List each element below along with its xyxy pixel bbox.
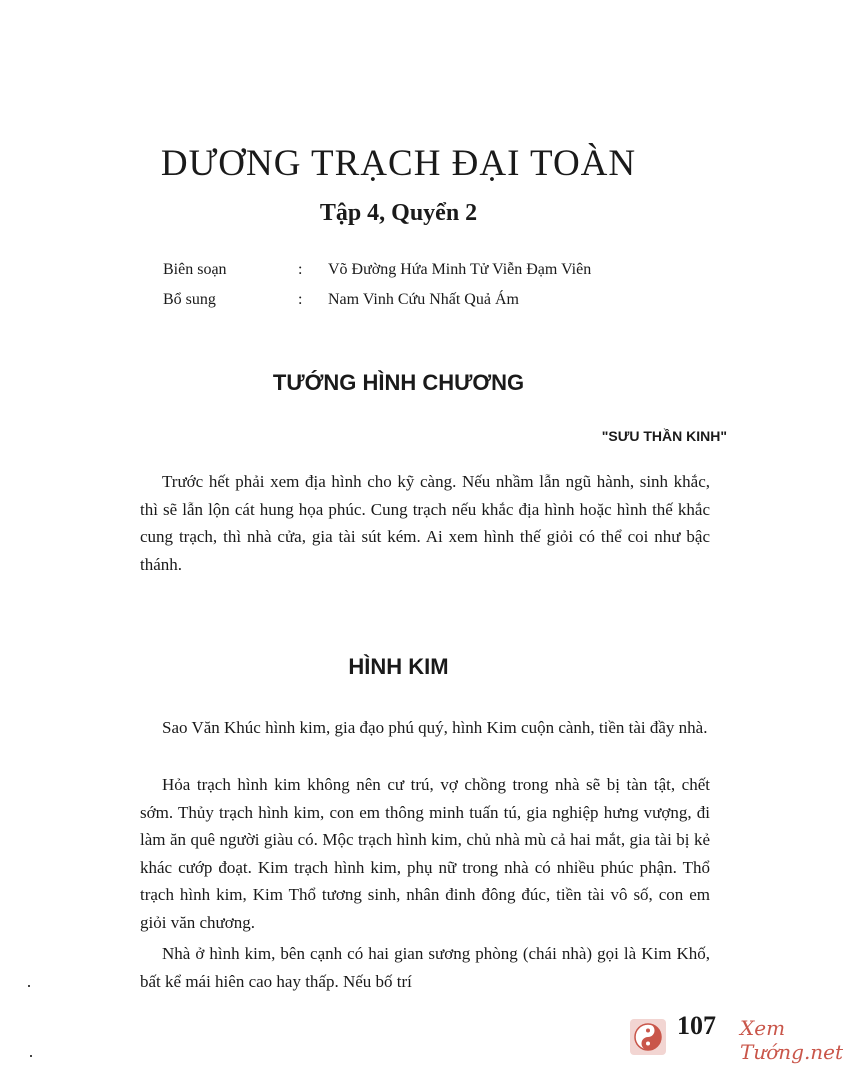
scan-speck: [30, 1055, 32, 1057]
body-paragraph: Hỏa trạch hình kim không nên cư trú, vợ chồng trong nhà sẽ bị tàn tật, chết sớm. Thủy trạch hình kim, con em thông minh tuấn tú, gia nghiệp hưng vượng, đi làm ăn quê người giàu có. Mộc trạch hình kim, chủ nhà mù cả hai mắt, gia tài bị kẻ khác cướp đoạt. Kim trạch hình kim, phụ nữ trong nhà có nhiều phúc phận. Thổ trạch hình kim, Kim Thổ tương sinh, nhân đinh đông đúc, tiền tài vô số, con em giỏi văn chương.: [140, 775, 710, 932]
credit-separator: :: [298, 261, 303, 278]
scan-speck: [28, 985, 30, 987]
credit-row-supplement: [163, 285, 591, 315]
volume-subtitle: Tập 4, Quyển 2: [319, 200, 478, 226]
credit-label: Bổ sung: [163, 291, 216, 308]
credit-value: Võ Đường Hứa Minh Tử Viễn Đạm Viên: [328, 261, 592, 278]
source-reference: "SƯU THẦN KINH": [601, 428, 727, 444]
credit-row-editor: [163, 255, 591, 285]
body-paragraph: Nhà ở hình kim, bên cạnh có hai gian sương phòng (chái nhà) gọi là Kim Khố, bất kể mái hiên cao hay thấp. Nếu bố trí: [140, 944, 710, 991]
credits: [163, 255, 591, 315]
credit-value: Nam Vinh Cứu Nhất Quả Ám: [328, 291, 519, 308]
chapter-title: TƯỚNG HÌNH CHƯƠNG: [272, 370, 525, 395]
watermark-text: Xem Tướng.net: [740, 1016, 843, 1064]
credit-label: Biên soạn: [163, 261, 227, 278]
book-title: DƯƠNG TRẠCH ĐẠI TOÀN: [160, 143, 637, 184]
credit-separator: :: [298, 291, 303, 308]
page-number: 107: [677, 1011, 716, 1040]
body-paragraph: Sao Văn Khúc hình kim, gia đạo phú quý, hình Kim cuộn cành, tiền tài đầy nhà.: [162, 718, 708, 737]
section-title: HÌNH KIM: [348, 654, 449, 679]
yin-yang-icon: [630, 1019, 666, 1055]
intro-paragraph: Trước hết phải xem địa hình cho kỹ càng. Nếu nhầm lẫn ngũ hành, sinh khắc, thì sẽ lẫn lộn cát hung họa phúc. Cung trạch nếu khắc địa hình hoặc hình thế khắc cung trạch, thì nhà cửa, gia tài sút kém. Ai xem hình thế giỏi có thể coi như bậc thánh.: [140, 472, 710, 574]
watermark: [630, 1010, 843, 1064]
